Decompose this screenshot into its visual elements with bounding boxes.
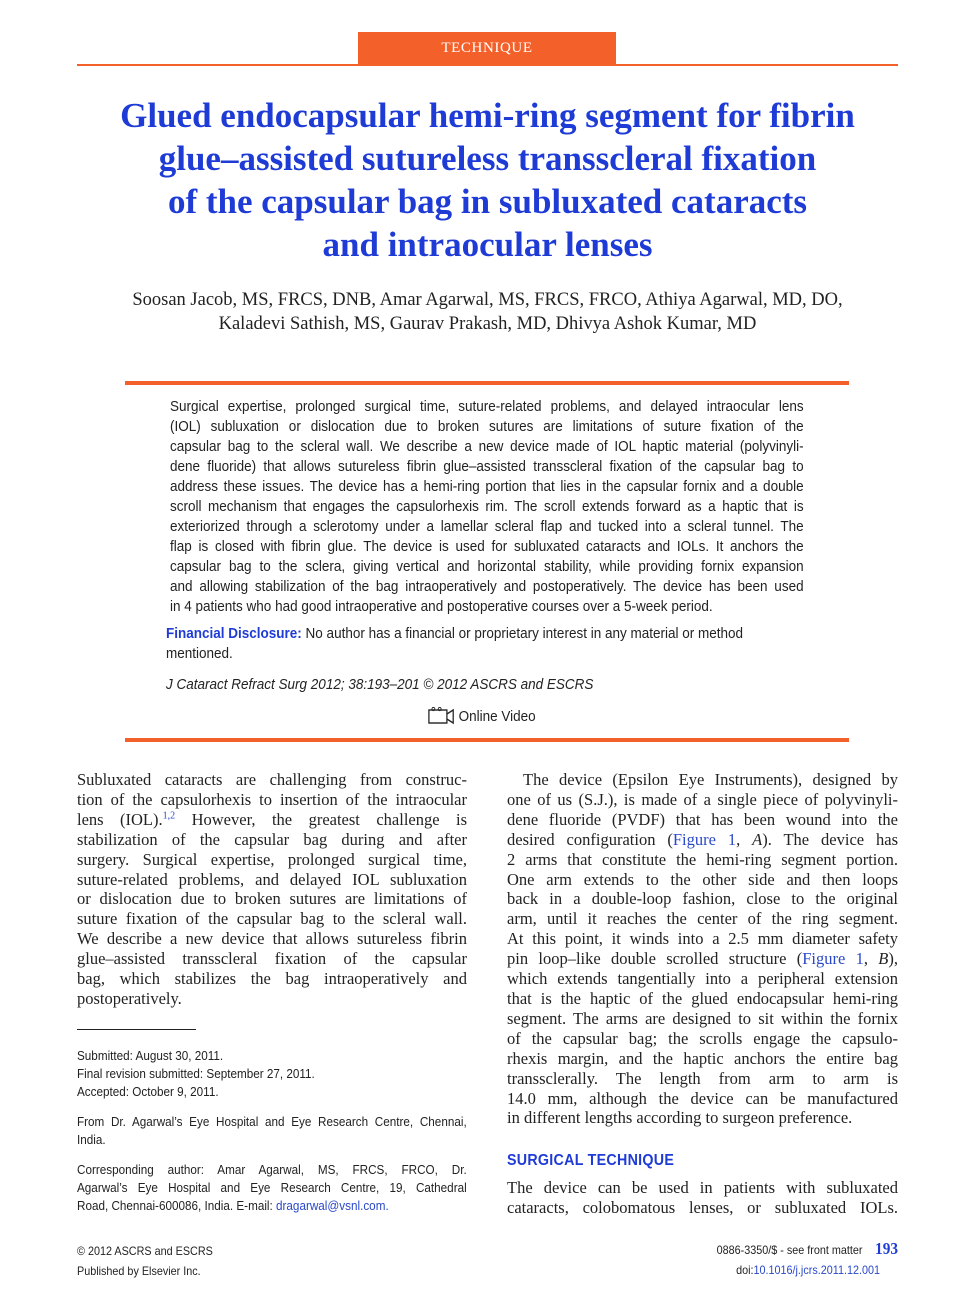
affiliation-line: From Dr. Agarwal’s Eye Hospital and Eye Research Centre, Chennai, xyxy=(77,1114,467,1129)
online-video-link[interactable] xyxy=(428,705,536,727)
body-line: transsclerally. The length from arm to arm is xyxy=(507,1068,898,1088)
submitted-date: Submitted: August 30, 2011. xyxy=(77,1048,224,1063)
body-line: suture fixation of the capsular bag to the scleral wall. xyxy=(77,909,467,929)
footer-left xyxy=(77,1241,213,1281)
footer-right xyxy=(620,1239,898,1280)
affiliation xyxy=(77,1113,467,1149)
article-title xyxy=(60,94,915,266)
corresponding-text: Road, Chennai-600086, India. E-mail: xyxy=(77,1198,277,1213)
title-line: of the capsular bag in subluxated cataracts xyxy=(167,182,808,221)
affiliation-line: India. xyxy=(77,1132,106,1147)
footer-issn: 0886-3350/$ - see front matter xyxy=(716,1243,863,1257)
body-text: desired configuration ( xyxy=(507,829,673,849)
body-line: rhexis margin, and the haptic anchors the entire bag xyxy=(507,1048,898,1068)
body-text: pin loop–like double scrolled structure ( xyxy=(507,949,803,969)
email-link[interactable]: dragarwal@vsnl.com xyxy=(276,1198,386,1213)
body-line: glue–assisted transscleral fixation of the capsular xyxy=(77,949,467,969)
body-line xyxy=(507,949,898,969)
body-line: suture-related problems, and delayed IOL subluxation xyxy=(77,869,467,889)
page-number: 193 xyxy=(875,1239,898,1258)
journal-citation: J Cataract Refract Surg 2012; 38:193–201 © 2012 ASCRS and ESCRS xyxy=(166,676,594,693)
corresponding-line: Agarwal’s Eye Hospital and Eye Research Centre, 19, Cathedral xyxy=(77,1180,467,1195)
body-text: , xyxy=(863,949,879,969)
abstract-line: exteriorized through a sclerotomy under a lamellar scleral flap and tucked into a scleral tunnel. The xyxy=(170,518,804,535)
footnote-rule xyxy=(77,1029,196,1030)
financial-disclosure-text: No author has a financial or proprietary interest in any material or method mentioned. xyxy=(166,625,744,662)
corresponding-line xyxy=(77,1197,467,1215)
abstract-line: address these issues. The device has a hemi-ring portion that lies in the capsular fornix and a double xyxy=(170,478,804,495)
abstract-line: capsular bag to the scleral wall. We describe a new device made of IOL haptic material (polyvinyli- xyxy=(170,438,804,455)
video-camera-icon xyxy=(428,707,455,725)
footer-publisher: Published by Elsevier Inc. xyxy=(77,1264,201,1278)
corresponding-line: Corresponding author: Amar Agarwal, MS, FRCS, FRCO, Dr. xyxy=(77,1162,467,1177)
abstract-line: scroll mechanism that engages the capsulorhexis rim. The scroll extends forward as a haptic that is xyxy=(170,498,804,515)
article-type-tag: TECHNIQUE xyxy=(358,32,616,64)
abstract-line: capsular bag to the sclera, giving vertical and horizontal stability, while providing fornix expansion xyxy=(170,558,804,575)
author-line: Soosan Jacob, MS, FRCS, DNB, Amar Agarwal, MS, FRCS, FRCO, Athiya Agarwal, MD, DO, xyxy=(132,290,843,310)
body-line: one of us (S.J.), is made of a single piece of polyvinyli- xyxy=(507,789,898,809)
abstract-line: Surgical expertise, prolonged surgical time, suture-related problems, and delayed intraocular lens xyxy=(170,398,804,415)
submission-dates xyxy=(77,1047,428,1101)
financial-disclosure xyxy=(166,624,808,664)
body-text: lens (IOL). xyxy=(77,809,163,829)
footer-copyright: © 2012 ASCRS and ESCRS xyxy=(77,1244,213,1258)
body-text: , xyxy=(736,829,753,849)
body-line: We describe a new device that allows sutureless fibrin xyxy=(77,929,467,949)
body-line: which extends tangentially into a peripheral extension xyxy=(507,969,898,989)
title-line: Glued endocapsular hemi-ring segment for fibrin xyxy=(120,96,855,135)
body-line: cataracts, colobomatous lenses, or subluxated IOLs. xyxy=(507,1197,898,1217)
figure-1-link[interactable]: Figure 1 xyxy=(672,829,737,849)
body-line: The device can be used in patients with subluxated xyxy=(507,1178,898,1197)
final-revision-date: Final revision submitted: September 27, 2011. xyxy=(77,1066,315,1081)
surgical-technique-text xyxy=(507,1178,898,1218)
online-video-label: Online Video xyxy=(458,707,536,725)
body-line: 2 arms that constitute the hemi-ring segment portion. xyxy=(507,849,898,869)
corresponding-author xyxy=(77,1161,467,1215)
header-rule xyxy=(77,64,898,66)
body-line: dene fluoride (PVDF) that has been wound into the xyxy=(507,809,898,829)
body-text: ). The device has xyxy=(762,829,899,849)
footer-issn-line xyxy=(648,1239,898,1260)
body-text: However, the greatest challenge is xyxy=(175,809,467,829)
footer-doi-line xyxy=(646,1260,880,1280)
author-line: Kaladevi Sathish, MS, Gaurav Prakash, MD, Dhivya Ashok Kumar, MD xyxy=(218,314,757,334)
body-line: 14.0 mm, although the device can be manufactured xyxy=(507,1088,898,1108)
abstract-line: dene fluoride) that allows sutureless fibrin glue–assisted transscleral fixation of the capsular bag to xyxy=(170,458,804,475)
body-line: bag, which stabilizes the bag intraoperatively and xyxy=(77,969,467,989)
abstract-line: (IOL) subluxation or dislocation due to broken sutures are limitations of suture fixation of the xyxy=(170,418,804,435)
body-line: One arm extends to the other side and then loops xyxy=(507,869,898,889)
body-line: arm, until it reaches the center of the ring segment. xyxy=(507,909,898,929)
abstract xyxy=(170,397,804,617)
abstract-text xyxy=(170,397,804,617)
figure-panel-label: A xyxy=(752,829,763,849)
body-line: At this point, it winds into a 2.5 mm diameter safety xyxy=(507,929,898,949)
abstract-bottom-rule xyxy=(125,738,849,742)
doi-link[interactable]: 10.1016/j.jcrs.2011.12.001 xyxy=(753,1263,880,1277)
accepted-date: Accepted: October 9, 2011. xyxy=(77,1084,219,1099)
body-line: Subluxated cataracts are challenging from construc- xyxy=(77,770,467,789)
doi-label: doi: xyxy=(736,1263,754,1277)
title-line: glue–assisted sutureless transscleral fixation xyxy=(158,139,817,178)
corresponding-text: . xyxy=(385,1198,389,1213)
figure-panel-label: B xyxy=(878,949,889,969)
body-left-column xyxy=(77,770,467,1009)
body-line: back in a double-loop fashion, close to the original xyxy=(507,889,898,909)
financial-disclosure-label: Financial Disclosure: xyxy=(166,625,302,642)
section-heading: SURGICAL TECHNIQUE xyxy=(507,1152,675,1169)
body-line: that is the haptic of the glued endocapsular hemi-ring xyxy=(507,988,898,1008)
body-line: of the capsular bag; the scrolls engage the capsulo- xyxy=(507,1028,898,1048)
body-line: The device (Epsilon Eye Instruments), designed by xyxy=(523,770,898,789)
abstract-line: flap is closed with fibrin glue. The device is used for subluxated cataracts and IOLs. It anchors the xyxy=(170,538,804,555)
reference-link[interactable]: 1,2 xyxy=(162,810,176,822)
author-list xyxy=(80,288,895,336)
body-line: postoperatively. xyxy=(77,988,182,1008)
body-line: segment. The arms are designed to sit within the fornix xyxy=(507,1008,898,1028)
abstract-line: and allowing stabilization of the bag intraoperatively and postoperatively. The device has been used xyxy=(170,578,804,595)
body-right-column xyxy=(507,770,898,1128)
body-line: in different lengths according to surgeon preference. xyxy=(507,1108,853,1128)
body-line xyxy=(77,810,467,830)
abstract-top-rule xyxy=(125,381,849,385)
figure-1-link[interactable]: Figure 1 xyxy=(802,949,864,969)
body-text: ), xyxy=(888,949,898,969)
title-line: and intraocular lenses xyxy=(322,225,653,264)
body-line xyxy=(507,830,898,850)
abstract-line: in 4 patients who had good intraoperative and postoperative courses over a 5-week period. xyxy=(170,598,713,615)
body-line: surgery. Surgical expertise, prolonged surgical time, xyxy=(77,849,467,869)
body-line: or dislocation due to broken sutures are limitations of xyxy=(77,889,467,909)
body-line: tion of the capsulorhexis to insertion of the intraocular xyxy=(77,789,467,809)
body-line: stabilization of the capsular bag during and after xyxy=(77,829,467,849)
